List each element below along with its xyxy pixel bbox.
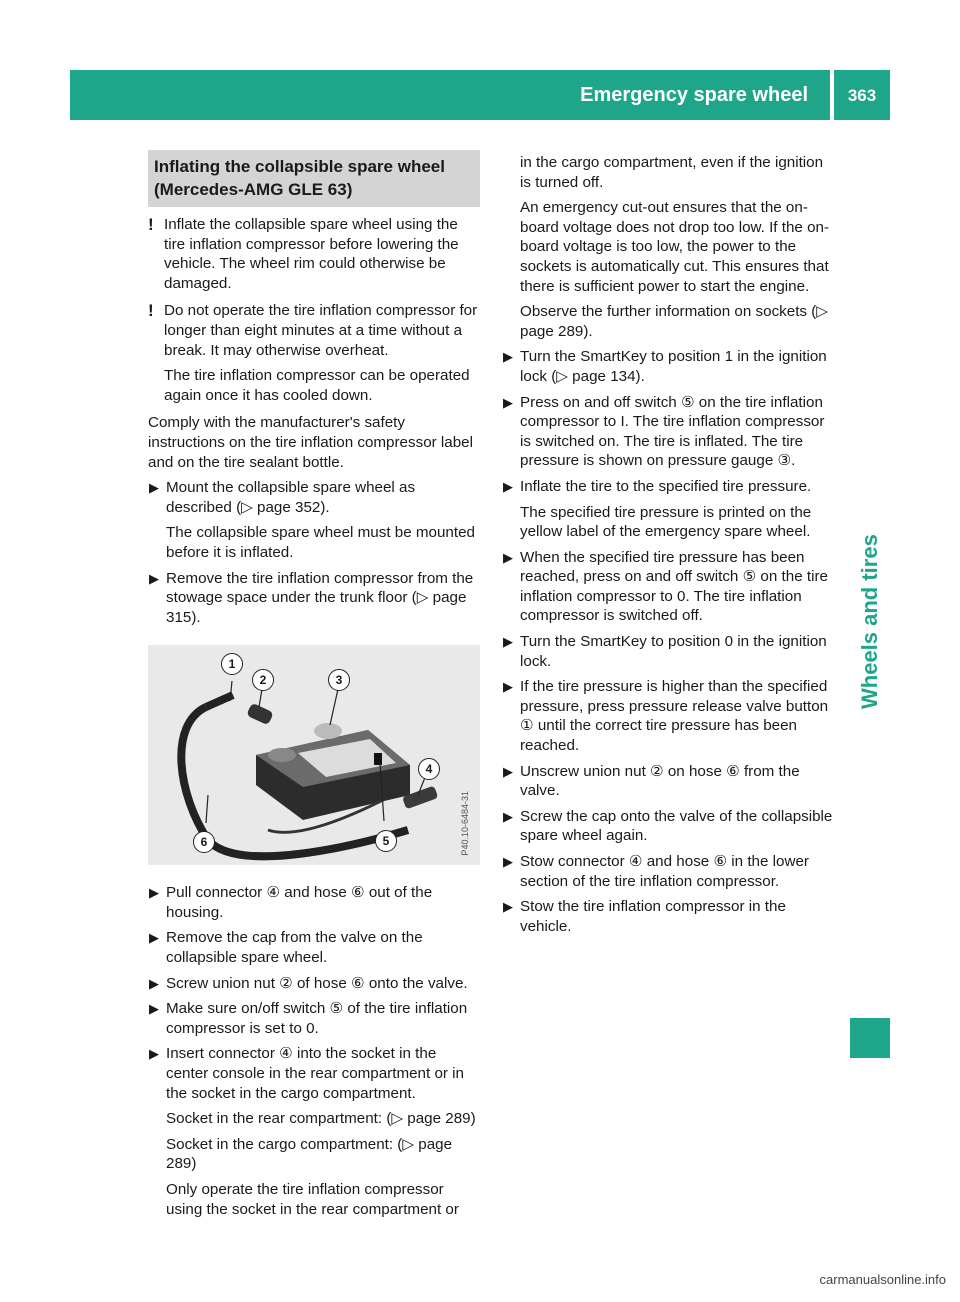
step-arrow-icon: ▶	[149, 570, 159, 586]
step-arrow-icon: ▶	[503, 763, 513, 779]
footer-watermark[interactable]: carmanualsonline.info	[819, 1272, 946, 1288]
step-text: If the tire pressure is higher than the specified pressure, press pressure release valve button ① until the correct tire pressure has been reached.	[520, 678, 829, 755]
step-arrow-icon: ▶	[149, 480, 159, 496]
step-arrow-icon: ▶	[149, 1046, 159, 1062]
instruction-step	[502, 477, 834, 542]
step-text: Stow connector ④ and hose ⑥ in the lower section of the tire inflation compressor.	[520, 853, 809, 890]
step-text: Stow the tire inflation compressor in the vehicle.	[520, 898, 786, 935]
compartment-lid-shape	[268, 748, 296, 762]
step-arrow-icon: ▶	[149, 885, 159, 901]
step-arrow-icon: ▶	[503, 549, 513, 565]
step-text: The specified tire pressure is printed on the yellow label of the emergency spare wheel.	[520, 503, 812, 541]
figure-callout-5: 5	[375, 830, 397, 852]
step-text: Socket in the rear compartment: (▷ page 289)	[166, 1110, 476, 1128]
figure-code: P40.10-6484-31	[460, 790, 471, 856]
step-arrow-icon: ▶	[503, 679, 513, 695]
step-arrow-icon: ▶	[149, 1001, 159, 1017]
step-text: Only operate the tire inflation compressor using the socket in the rear compartment or	[166, 1181, 459, 1218]
step-arrow-icon: ▶	[503, 394, 513, 410]
instruction-step	[148, 569, 480, 628]
pressure-gauge-shape	[314, 723, 342, 739]
warning-icon: !	[148, 301, 154, 321]
warning-text: The tire inflation compressor can be operated again once it has cooled down.	[164, 367, 470, 404]
warning-text: Do not operate the tire inflation compressor for longer than eight minutes at a time without a break. It may otherwise overheat.	[164, 302, 478, 359]
figure-callout-6: 6	[193, 831, 215, 853]
instruction-step	[502, 393, 834, 471]
step-text: Remove the tire inflation compressor from the stowage space under the trunk floor (▷ page 315).	[166, 569, 474, 626]
step-arrow-icon: ▶	[503, 854, 513, 869]
instruction-step	[502, 632, 834, 671]
switch-shape	[374, 753, 382, 765]
step-text: When the specified tire pressure has been reached, press on and off switch ⑤ on the tire inflation compressor to 0. The tire inflation compressor is switched off.	[520, 548, 828, 625]
step-text: Socket in the cargo compartment: (▷ page 289)	[166, 1135, 453, 1173]
figure-callout-3: 3	[328, 669, 350, 691]
step-arrow-icon: ▶	[503, 899, 513, 915]
instruction-step	[502, 677, 834, 755]
warning-note	[148, 301, 480, 405]
step-arrow-icon: ▶	[503, 808, 513, 824]
right-column	[502, 153, 834, 942]
instruction-step	[148, 883, 480, 922]
warning-icon: !	[148, 215, 154, 234]
step-text: Screw the cap onto the valve of the collapsible spare wheel again.	[520, 807, 833, 845]
paragraph: Comply with the manufacturer's safety instructions on the tire inflation compressor label and on the tire sealant bottle.	[148, 414, 474, 471]
step-text: Pull connector ④ and hose ⑥ out of the housing.	[166, 884, 433, 921]
figure-callout-1: 1	[221, 653, 243, 675]
step-arrow-icon: ▶	[503, 349, 513, 365]
instruction-step	[502, 347, 834, 386]
figure-callout-2: 2	[252, 669, 274, 691]
step-text: The collapsible spare wheel must be mounted before it is inflated.	[166, 524, 475, 561]
instruction-step	[148, 999, 480, 1038]
step-text: Mount the collapsible spare wheel as described (▷ page 352).	[166, 479, 416, 516]
paragraph: An emergency cut-out ensures that the on-board voltage does not drop too low. If the on-board voltage is too low, the power to the sockets is automatically cut. This ensures that there is sufficient power to start the engine.	[520, 199, 830, 295]
instruction-step	[502, 762, 834, 801]
step-text: Inflate the tire to the specified tire pressure.	[520, 477, 812, 495]
hose-end-shape	[206, 695, 233, 707]
instruction-step	[502, 548, 834, 626]
figure-callout-4: 4	[418, 758, 440, 780]
warning-note	[148, 215, 480, 293]
page-number: 363	[847, 86, 877, 105]
instruction-step	[502, 807, 834, 846]
paragraph: Observe the further information on sockets (▷ page 289).	[520, 303, 828, 340]
step-arrow-icon: ▶	[503, 478, 513, 494]
instruction-step	[148, 928, 480, 967]
instruction-step	[502, 852, 834, 891]
union-nut-shape	[246, 703, 274, 726]
instruction-step	[148, 478, 480, 562]
step-arrow-icon: ▶	[149, 930, 159, 946]
chapter-title: Emergency spare wheel	[580, 84, 808, 106]
step-text: Turn the SmartKey to position 0 in the ignition lock.	[520, 633, 827, 670]
warning-text: Inflate the collapsible spare wheel using the tire inflation compressor before lowering the vehicle. The wheel rim could otherwise be damaged.	[164, 216, 459, 292]
instruction-step	[502, 897, 834, 936]
step-text: Insert connector ④ into the socket in the center console in the rear compartment or in the socket in the cargo compartment.	[166, 1045, 464, 1102]
step-text: Unscrew union nut ② on hose ⑥ from the valve.	[520, 762, 800, 800]
side-tab-label: Wheels and tires	[857, 534, 882, 710]
step-text: Screw union nut ② of hose ⑥ onto the valve.	[166, 974, 468, 992]
paragraph: in the cargo compartment, even if the ignition is turned off.	[520, 154, 824, 191]
left-column	[148, 150, 480, 1225]
compressor-figure	[148, 645, 480, 865]
instruction-step	[148, 974, 480, 994]
step-text: Press on and off switch ⑤ on the tire inflation compressor to I. The tire inflation compressor is switched on. The tire is inflated. The tire pressure is shown on pressure gauge ③.	[520, 393, 825, 470]
step-text: Remove the cap from the valve on the collapsible spare wheel.	[166, 929, 423, 967]
instruction-step	[148, 1044, 480, 1219]
side-tab-marker	[850, 1018, 890, 1058]
step-text: Make sure on/off switch ⑤ of the tire inflation compressor is set to 0.	[166, 1000, 468, 1037]
section-heading: Inflating the collapsible spare wheel (Mercedes-AMG GLE 63)	[148, 150, 480, 207]
step-text: Turn the SmartKey to position 1 in the ignition lock (▷ page 134).	[520, 348, 827, 385]
step-arrow-icon: ▶	[149, 975, 159, 991]
step-arrow-icon: ▶	[503, 634, 513, 650]
